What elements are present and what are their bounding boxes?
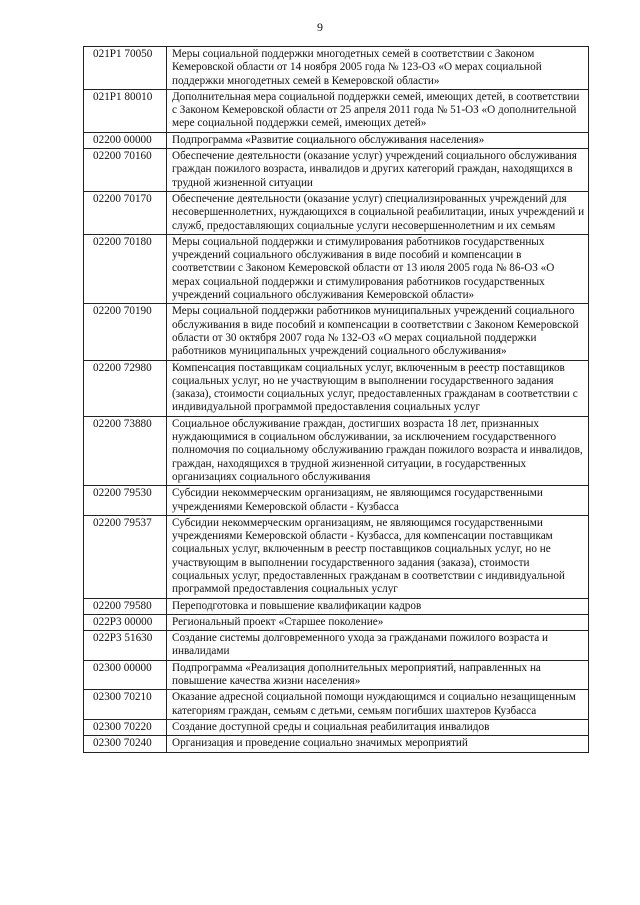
- expense-description: Обеспечение деятельности (оказание услуг) учреждений социального обслуживания граждан пожилого возраста, инвалидов и других категорий граждан, находящихся в трудной жизненной ситуации: [167, 149, 589, 192]
- classification-code: 02200 72980: [84, 360, 167, 416]
- table-row: [84, 191, 589, 234]
- classification-code: 02200 79580: [84, 598, 167, 614]
- expense-description: Региональный проект «Старшее поколение»: [167, 614, 589, 630]
- classification-code: 02200 70170: [84, 191, 167, 234]
- table-row: [84, 149, 589, 192]
- expense-description: Подпрограмма «Развитие социального обслуживания населения»: [167, 132, 589, 148]
- table-row: [84, 598, 589, 614]
- expense-description: Организация и проведение социально значимых мероприятий: [167, 736, 589, 752]
- table-row: [84, 47, 589, 90]
- table-row: [84, 660, 589, 690]
- table-row: [84, 614, 589, 630]
- expense-description: Подпрограмма «Реализация дополнительных мероприятий, направленных на повышение качества жизни населения»: [167, 660, 589, 690]
- page-number: 9: [317, 20, 323, 34]
- classification-code: 02300 70220: [84, 719, 167, 735]
- expense-description: Создание системы долговременного ухода за гражданами пожилого возраста и инвалидами: [167, 631, 589, 661]
- classification-code: 02200 73880: [84, 416, 167, 485]
- classification-code: 021P1 80010: [84, 89, 167, 132]
- expense-description: Меры социальной поддержки и стимулирования работников государственных учреждений социального обслуживания в виде пособий и компенсации в соответствии с Законом Кемеровской области от 13 июля 2005 года № 86-ОЗ «О мерах социальной поддержки и стимулирования работников государственных учреждений социального обслуживания Кемеровской области»: [167, 234, 589, 303]
- expense-description: Меры социальной поддержки многодетных семей в соответствии с Законом Кемеровской области от 14 ноября 2005 года № 123-ОЗ «О мерах социальной поддержки многодетных семей в Кемеровской области»: [167, 47, 589, 90]
- table-body: [84, 47, 589, 753]
- classification-code: 02200 00000: [84, 132, 167, 148]
- expense-description: Оказание адресной социальной помощи нуждающимся и социально незащищенным категориям граждан, семьям с детьми, семьям погибших шахтеров Кузбасса: [167, 690, 589, 720]
- expense-description: Обеспечение деятельности (оказание услуг) специализированных учреждений для несовершеннолетних, нуждающихся в социальной реабилитации, иных учреждений и служб, предоставляющих социальные услуги несовершеннолетним и их семьям: [167, 191, 589, 234]
- table-row: [84, 690, 589, 720]
- table-row: [84, 631, 589, 661]
- classification-code: 02200 70180: [84, 234, 167, 303]
- expense-description: Переподготовка и повышение квалификации кадров: [167, 598, 589, 614]
- table-row: [84, 486, 589, 516]
- classification-code: 02300 70210: [84, 690, 167, 720]
- table-row: [84, 515, 589, 598]
- table-row: [84, 132, 589, 148]
- expense-description: Субсидии некоммерческим организациям, не являющимся государственными учреждениями Кемеровской области - Кузбасса, для компенсации поставщикам социальных услуг, включенным в реестр поставщиков социальных услуг, но не участвующим в выполнении государственного задания (заказа), стоимости социальных услуг, предоставленных гражданам в соответствии с индивидуальной программой предоставления социальных услуг: [167, 515, 589, 598]
- table-row: [84, 89, 589, 132]
- classification-code: 02200 79530: [84, 486, 167, 516]
- budget-classification-table: [83, 46, 589, 753]
- classification-code: 02200 79537: [84, 515, 167, 598]
- expense-description: Создание доступной среды и социальная реабилитация инвалидов: [167, 719, 589, 735]
- classification-code: 022P3 51630: [84, 631, 167, 661]
- table-row: [84, 416, 589, 485]
- expense-description: Дополнительная мера социальной поддержки семей, имеющих детей, в соответствии с Законом Кемеровской области от 25 апреля 2011 года № 51-ОЗ «О дополнительной мере социальной поддержки семей, имеющих детей»: [167, 89, 589, 132]
- classification-code: 02200 70160: [84, 149, 167, 192]
- table-row: [84, 360, 589, 416]
- classification-code: 021P1 70050: [84, 47, 167, 90]
- classification-code: 022P3 00000: [84, 614, 167, 630]
- classification-code: 02300 70240: [84, 736, 167, 752]
- expense-description: Социальное обслуживание граждан, достигших возраста 18 лет, признанных нуждающимися в социальном обслуживании, за исключением государственного полномочия по социальному обслуживанию граждан пожилого возраста и инвалидов, граждан, находящихся в трудной жизненной ситуации, в государственных организациях социального обслуживания: [167, 416, 589, 485]
- expense-description: Компенсация поставщикам социальных услуг, включенным в реестр поставщиков социальных услуг, но не участвующим в выполнении государственного задания (заказа), стоимости социальных услуг, предоставленных гражданам в соответствии с индивидуальной программой предоставления социальных услуг: [167, 360, 589, 416]
- table-row: [84, 736, 589, 752]
- table-row: [84, 234, 589, 303]
- expense-description: Меры социальной поддержки работников муниципальных учреждений социального обслуживания в виде пособий и компенсации в соответствии с Законом Кемеровской области от 30 октября 2007 года № 132-ОЗ «О мерах социальной поддержки работников муниципальных учреждений социального обслуживания»: [167, 304, 589, 360]
- classification-code: 02300 00000: [84, 660, 167, 690]
- table-row: [84, 304, 589, 360]
- expense-description: Субсидии некоммерческим организациям, не являющимся государственными учреждениями Кемеровской области - Кузбасса: [167, 486, 589, 516]
- classification-code: 02200 70190: [84, 304, 167, 360]
- table-row: [84, 719, 589, 735]
